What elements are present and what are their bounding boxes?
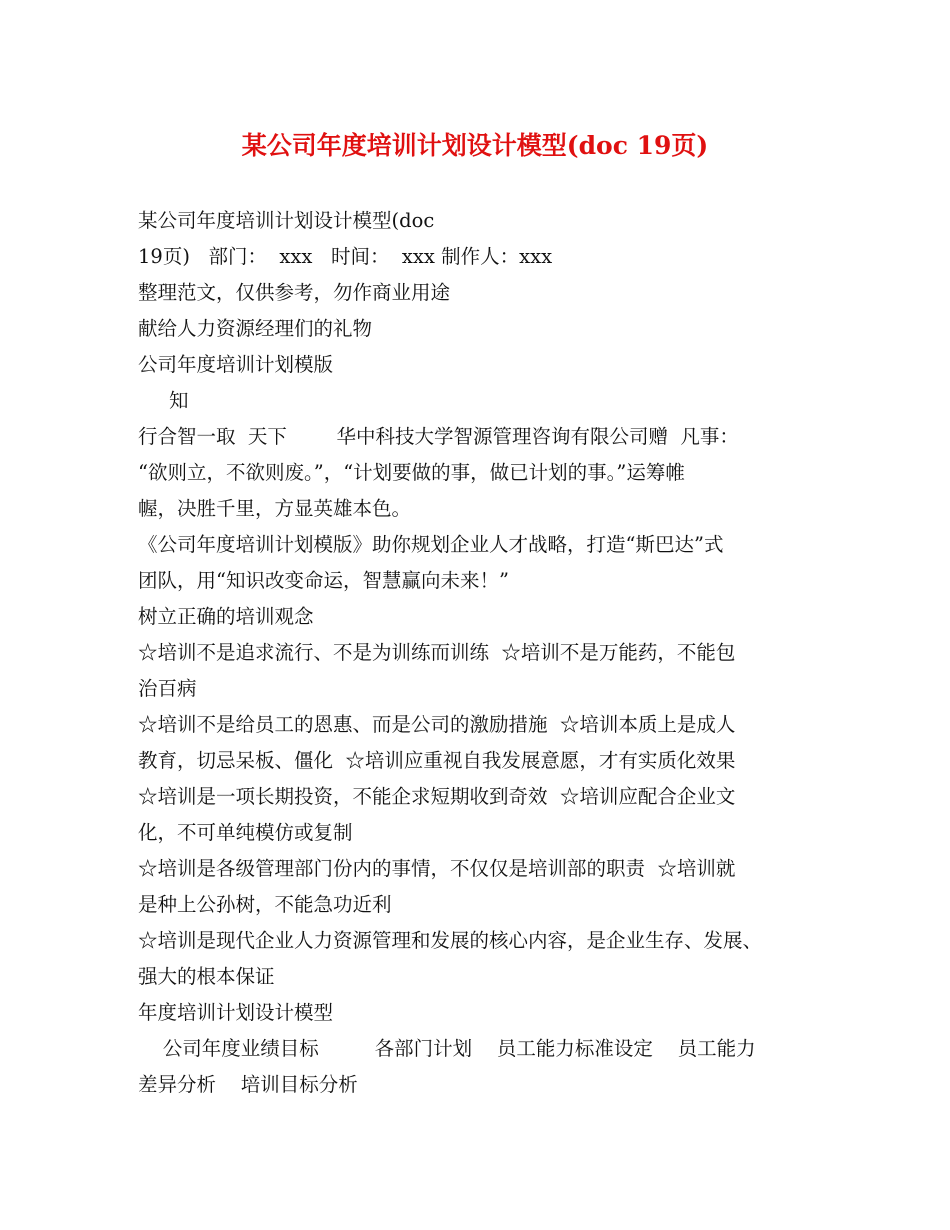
section-heading: 树立正确的培训观念 [138,605,314,628]
text-line: ☆培训是一项长期投资，不能企求短期收到奇效 ☆培训应配合企业文 [138,785,736,808]
text-line: 是种上公孙树，不能急功近利 [138,893,392,916]
text-line: ☆培训不是追求流行、不是为训练而训练 ☆培训不是万能药，不能包 [138,641,736,664]
text-line: 公司年度培训计划模版 [138,353,334,376]
text-line: ☆培训不是给员工的恩惠、而是公司的激励措施 ☆培训本质上是成人 [138,713,736,736]
text-line: ☆培训是各级管理部门份内的事情，不仅仅是培训部的职责 ☆培训就 [138,857,736,880]
text-line: “欲则立，不欲则废。”，“计划要做的事，做已计划的事。”运筹帷 [138,461,685,484]
section-heading: 年度培训计划设计模型 [138,1001,334,1024]
text-line: 教育，切忌呆板、僵化 ☆培训应重视自我发展意愿，才有实质化效果 [138,749,736,772]
text-line: 治百病 [138,677,197,700]
text-line: 某公司年度培训计划设计模型(doc [138,209,435,232]
text-line: 整理范文，仅供参考，勿作商业用途 [138,281,451,304]
text-line: 献给人力资源经理们的礼物 [138,317,373,340]
text-line: 强大的根本保证 [138,965,275,988]
text-line: 行合智一取 天下 华中科技大学智源管理咨询有限公司赠 凡事： [138,425,739,448]
text-line: 知 [138,389,189,412]
text-line: 差异分析 培训目标分析 [138,1073,358,1096]
text-line: ☆培训是现代企业人力资源管理和发展的核心内容，是企业生存、发展、 [138,929,763,952]
text-line: 公司年度业绩目标 各部门计划 员工能力标准设定 员工能力 [138,1037,756,1060]
text-line: 19页) 部门： xxx 时间： xxx 制作人：xxx [138,245,553,268]
text-line: 团队，用“知识改变命运，智慧赢向未来！” [138,569,509,592]
document-body [138,203,828,1103]
text-line: 幄，决胜千里，方显英雄本色。 [138,497,412,520]
text-line: 化，不可单纯模仿或复制 [138,821,353,844]
document-title: 某公司年度培训计划设计模型(doc 19页) [241,131,709,160]
text-line: 《公司年度培训计划模版》助你规划企业人才战略，打造“斯巴达”式 [138,533,724,556]
